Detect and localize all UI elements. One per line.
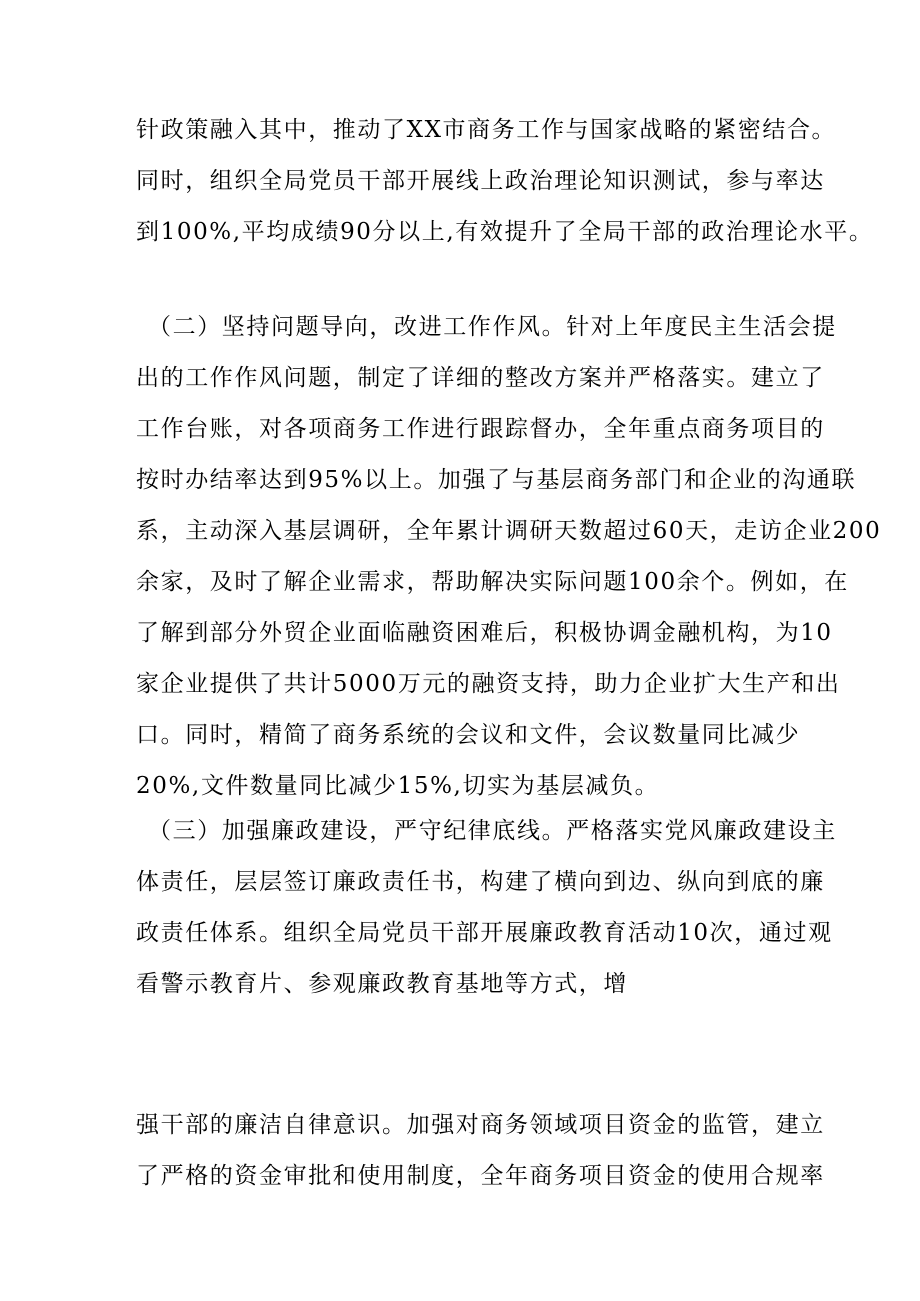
text-line: 20%,文件数量同比减少15%,切实为基层减负。 (136, 773, 660, 799)
paragraph-2 (136, 302, 882, 812)
text-line: 工作台账，对各项商务工作进行跟踪督办，全年重点商务项目的 (136, 416, 825, 442)
paragraph-3 (136, 806, 837, 1010)
paragraph-1 (136, 105, 874, 258)
text-line: 同时，组织全局党员干部开展线上政治理论知识测试，参与率达 (136, 168, 825, 194)
section-heading-line: （三）加强廉政建设，严守纪律底线。严格落实党风廉政建设主 (148, 818, 837, 844)
text-line: 出的工作作风问题，制定了详细的整改方案并严格落实。建立了 (136, 365, 825, 391)
text-line: 余家，及时了解企业需求，帮助解决实际问题100余个。例如，在 (136, 569, 849, 595)
text-line: 系，主动深入基层调研，全年累计调研天数超过60天，走访企业200 (136, 518, 882, 544)
paragraph-4 (136, 1100, 825, 1202)
text-line: 家企业提供了共计5000万元的融资支持，助力企业扩大生产和出 (136, 671, 841, 697)
text-line: 政责任体系。组织全局党员干部开展廉政教育活动10次，通过观 (136, 920, 833, 946)
text-line: 看警示教育片、参观廉政教育基地等方式，增 (136, 971, 628, 997)
text-line: 口。同时，精简了商务系统的会议和文件，会议数量同比减少 (136, 722, 801, 748)
text-line: 强干部的廉洁自律意识。加强对商务领域项目资金的监管，建立 (136, 1112, 825, 1138)
text-line: 针政策融入其中，推动了XX市商务工作与国家战略的紧密结合。 (136, 117, 837, 143)
text-line: 到100%,平均成绩90分以上,有效提升了全局干部的政治理论水平。 (136, 219, 874, 245)
text-line: 了严格的资金审批和使用制度，全年商务项目资金的使用合规率 (136, 1163, 825, 1189)
text-line: 了解到部分外贸企业面临融资困难后，积极协调金融机构，为10 (136, 620, 833, 646)
section-heading-line: （二）坚持问题导向，改进工作作风。针对上年度民主生活会提 (148, 314, 837, 340)
text-line: 体责任，层层签订廉政责任书，构建了横向到边、纵向到底的廉 (136, 869, 825, 895)
text-line: 按时办结率达到95%以上。加强了与基层商务部门和企业的沟通联 (136, 467, 857, 493)
